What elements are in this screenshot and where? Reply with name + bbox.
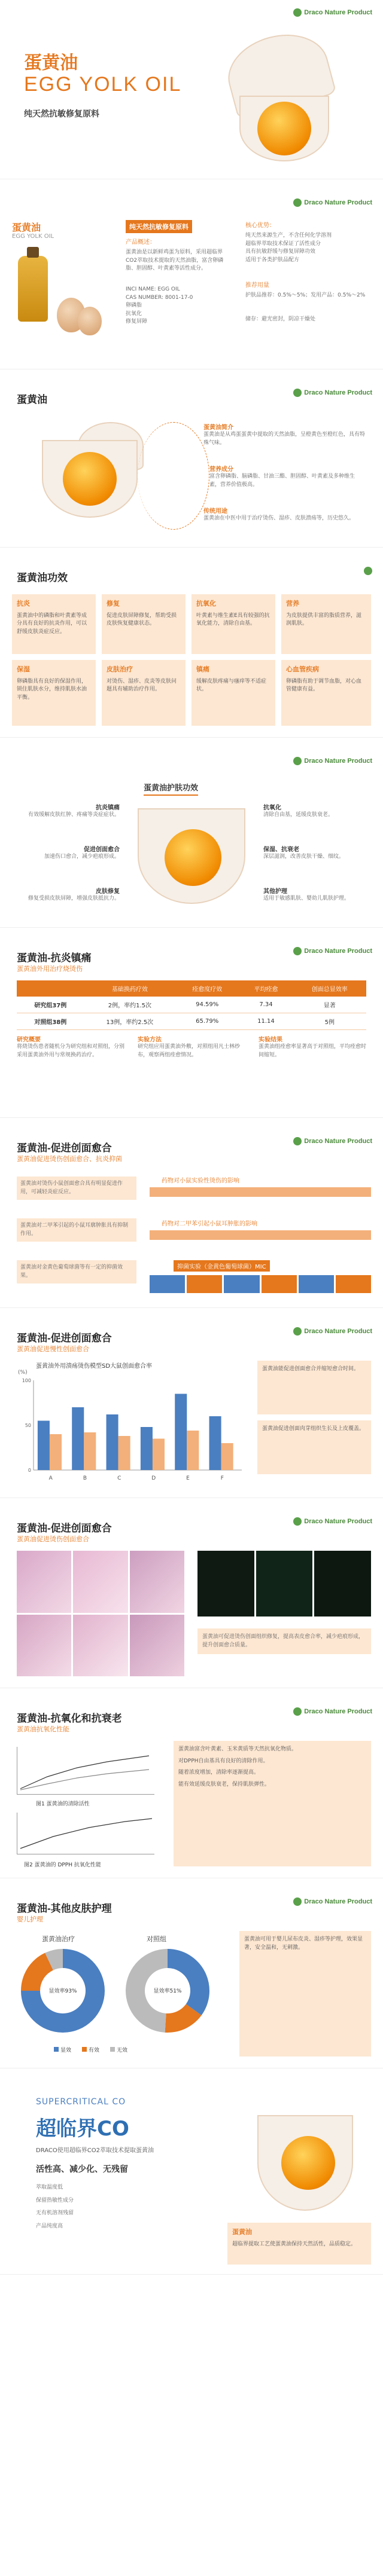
- figure-2-caption: 图2 蛋黄油的 DPPH 抗氧化性能: [24, 1862, 101, 1868]
- effect-card: 皮肤治疗 对烫伤、湿疹、皮炎等皮肤问题具有辅助治疗作用。: [102, 660, 186, 726]
- effect-card: 抗炎 蛋黄油中的磷脂和叶黄素等成分具有良好的抗炎作用，可以舒缓皮肤炎症反应。: [12, 594, 96, 654]
- brand-logo: Draco Nature Product: [293, 757, 372, 765]
- bar-蛋黄油: [175, 1394, 187, 1471]
- leaf-icon: [293, 1897, 302, 1906]
- bar-蛋黄油: [209, 1416, 221, 1470]
- slide-title: 蛋黄油功效: [17, 572, 68, 583]
- effect-card: 修复 促进皮肤屏障修复，帮助受损皮肤恢复健康状态。: [102, 594, 186, 654]
- supercritical-slide: [0, 2079, 383, 2275]
- intro-item-3: [203, 506, 365, 523]
- table-header: 痊愈度疗效: [175, 980, 239, 997]
- x-tick-label: B: [83, 1475, 87, 1481]
- bar-对照: [84, 1432, 96, 1470]
- cover-title-en: EGG YOLK OIL: [24, 73, 182, 96]
- slide-title: 蛋黄油-其他皮肤护理: [17, 1903, 112, 1914]
- bullet: 适用于各类护肤品配方: [245, 256, 300, 263]
- table-header: 基础换药疗效: [84, 980, 175, 997]
- chart-2-title: 药物对二甲苯引起小鼠耳肿胀的影响: [162, 1221, 257, 1227]
- slide-subtitle: 蛋黄油外用治疗烧烫伤: [17, 965, 83, 973]
- overview-left-sub: EGG YOLK OIL: [12, 233, 54, 240]
- overview-right-bullets: [245, 232, 371, 264]
- results-table: [17, 980, 366, 1030]
- histology-text: 蛋黄油可促进烫伤创面组织修复，提高表皮愈合率，减少疤痕形成，提升创面愈合质量。: [197, 1628, 371, 1654]
- brand-logo: [364, 567, 372, 575]
- brand-logo: Draco Nature Product: [293, 8, 372, 17]
- slide-subtitle: 蛋黄油促进慢性创面愈合: [17, 1345, 89, 1353]
- antioxidant-slide: [0, 1699, 383, 1878]
- bullet: 修复屏障: [126, 319, 148, 325]
- antioxidant-bullets: 蛋黄油富含叶黄素、玉米黄质等天然抗氧化物质。 对DPPH自由基具有良好的清除作用。 随着浓度增加，清除率逐渐提高。 能有效延缓皮肤衰老，保持肌肤弹性。: [174, 1741, 371, 1866]
- table-row: 对照组38例 13例，率约2.5次 65.79% 11.14 5例: [17, 1013, 366, 1030]
- pie-b-label: 对照组: [147, 1935, 166, 1943]
- histology-slide: [0, 1509, 383, 1688]
- x-tick-label: D: [151, 1475, 156, 1481]
- effect-card: 镇痛 缓解皮肤疼痛与瘙痒等不适症状。: [192, 660, 275, 726]
- leaf-icon: [293, 1707, 302, 1716]
- overview-slide: [0, 190, 383, 369]
- leaf-icon: [293, 947, 302, 955]
- leaf-icon: [293, 1517, 302, 1526]
- egg-yolk: [165, 829, 221, 886]
- wound-healing-bar-chart: [17, 1376, 244, 1483]
- cover-slide: [0, 0, 383, 179]
- histology-image-grid: [17, 1551, 184, 1676]
- note-2: 实验方法 研究组应用蛋黄油外敷，对照组用凡士林纱布，观察两组痊愈情况。: [138, 1037, 241, 1058]
- overview-right-text-2: 储存：避光密封，阴凉干燥处: [245, 316, 316, 322]
- slide-subtitle: 婴儿护理: [17, 1915, 43, 1923]
- bar-对照: [153, 1439, 165, 1471]
- intro-item-heading: 营养成分: [209, 466, 233, 473]
- sc-big: 超临界CO: [36, 2117, 129, 2141]
- right-item-2: 保湿、抗衰老 深层滋润，改善皮肤干燥、细纹。: [263, 847, 345, 860]
- chart-title: 蛋黄油外用溃疡烫伤模型SD大鼠创面愈合率: [36, 1363, 153, 1370]
- slide-subtitle: 蛋黄油促进烫伤创面愈合、抗炎抑菌: [17, 1155, 122, 1163]
- intro-item-1: [203, 422, 365, 447]
- chart-1-title: 药物对小鼠实验性烫伤的影响: [162, 1178, 239, 1184]
- oil-bottle: [18, 256, 48, 322]
- slide-title: 蛋黄油-促进创面愈合: [17, 1333, 112, 1344]
- effect-card: 心血管疾病 卵磷脂有助于调节血脂，对心血管健康有益。: [281, 660, 371, 726]
- intro-slide: [0, 380, 383, 548]
- overview-mid-heading: 产品概述：: [126, 239, 156, 246]
- bullet: CAS NUMBER: 8001-17-0: [126, 294, 193, 301]
- right-item-1: 抗氧化 清除自由基，延缓皮肤衰老。: [263, 805, 334, 818]
- brand-logo: Draco Nature Product: [293, 1137, 372, 1145]
- figure-1-caption: 图1 蛋黄油的清除活性: [36, 1801, 90, 1807]
- slide-title: 蛋黄油护肤功效: [144, 781, 198, 796]
- sc-bold: 活性高、减少化、无残留: [36, 2165, 128, 2174]
- bullet: 纯天然来源生产，不含任何化学溶剂: [245, 233, 332, 239]
- brand-logo: Draco Nature Product: [293, 198, 372, 207]
- leaf-icon: [293, 757, 302, 765]
- slide-title: 蛋黄油-抗氧化和抗衰老: [17, 1713, 122, 1724]
- table-header: [17, 980, 84, 997]
- chart-unit: (%): [18, 1370, 28, 1376]
- overview-mid-bullets: [126, 286, 227, 326]
- table-row: 研究组37例 2例，率约1.5次 94.59% 7.34 显著: [17, 997, 366, 1013]
- y-tick-label: 100: [22, 1378, 31, 1383]
- slide-subtitle: 蛋黄油抗氧化性能: [17, 1725, 69, 1733]
- chart-3-title: 抑菌实验（金黄色葡萄球菌）MIC: [174, 1260, 270, 1272]
- sc-head: SUPERCRITICAL CO: [36, 2097, 126, 2107]
- table-header: 平均痊愈: [239, 980, 293, 997]
- bar-蛋黄油: [72, 1407, 84, 1470]
- intro-item-text: 蛋黄油在中医中用于治疗烫伤、湿疹、皮肤溃疡等，历史悠久。: [203, 515, 355, 521]
- legend-item: 显效: [54, 2046, 71, 2054]
- effect-card: 抗氧化 叶黄素与维生素E具有较强的抗氧化能力，清除自由基。: [192, 594, 275, 654]
- egg-yolk: [63, 452, 117, 506]
- pie-slice-显效: [168, 1949, 209, 2015]
- line-plot-1: [17, 1747, 154, 1795]
- effect-card: 营养 为皮肤提供丰富的脂质营养，滋润肌肤。: [281, 594, 371, 654]
- bullet: 具有抗敏舒缓与修复屏障功效: [245, 249, 316, 255]
- sc-lines: 萃取温度低 保留热敏性成分 无有机溶剂残留 产品纯度高: [36, 2184, 74, 2229]
- overview-right-heading-2: 推荐用量: [245, 282, 269, 289]
- slide-title: 蛋黄油-抗炎镇痛: [17, 952, 92, 964]
- overview-right-text: 护肤品推荐：0.5%～5%；发用产品：0.5%～2%: [245, 292, 366, 298]
- left-item-3: 皮肤修复 修复受损皮肤屏障，增强皮肤抵抗力。: [28, 888, 120, 902]
- bar-对照: [187, 1431, 199, 1470]
- wound-text-1: 蛋黄油对烫伤小鼠创面愈合具有明显促进作用，可减轻炎症反应。: [17, 1177, 136, 1200]
- note-1: 研究概要 将烧烫伤患者随机分为研究组和对照组，分别采用蛋黄油外用与常规换药治疗。: [17, 1037, 125, 1058]
- cover-tagline: 纯天然抗敏修复原料: [24, 109, 99, 119]
- pie-a-label: 蛋黄油治疗: [42, 1935, 75, 1943]
- baby-care-slide: [0, 1889, 383, 2068]
- pie-b-center: 显效率51%: [153, 1988, 182, 1994]
- pie-a-center: 显效率93%: [48, 1988, 77, 1994]
- slide-title: 蛋黄油-促进创面愈合: [17, 1142, 112, 1154]
- brand-logo: Draco Nature Product: [293, 1517, 372, 1526]
- overview-mid-title: 纯天然抗敏修复原料: [126, 220, 192, 233]
- right-text-card-1: 蛋黄油能促进创面愈合并缩短愈合时间。: [257, 1361, 371, 1414]
- chart-1-bar: [150, 1187, 371, 1197]
- overview-mid-text: 蛋黄油是以新鲜鸡蛋为原料，采用超临界CO2萃取技术提取的天然油脂，富含卵磷脂、胆固醇、叶黄素等活性成分。: [126, 249, 224, 271]
- brand-logo: Draco Nature Product: [293, 389, 372, 397]
- chart-3-bars: [150, 1275, 371, 1293]
- intro-item-text: 蛋黄油是从鸡蛋蛋黄中提取的天然油脂，呈橙黄色至橙红色，具有特殊气味。: [203, 432, 366, 446]
- leaf-icon: [293, 389, 302, 397]
- leaf-icon: [293, 198, 302, 207]
- bullet: 抗氧化: [126, 310, 142, 317]
- intro-item-2: [209, 464, 365, 489]
- brand-logo: Draco Nature Product: [293, 947, 372, 955]
- intro-item-heading: 传统用途: [203, 508, 227, 515]
- baby-care-text: 蛋黄油可用于婴儿尿布皮炎、湿疹等护理，效果显著，安全温和，无刺激。: [239, 1931, 371, 2056]
- bar-对照: [50, 1434, 62, 1470]
- egg-whole-2: [78, 307, 102, 335]
- left-item-2: 促进创面愈合 加速伤口愈合，减少疤痕形成。: [44, 847, 120, 860]
- line-plot-2-svg: [17, 1813, 155, 1854]
- right-text-card-2: 蛋黄油促进创面肉芽组织生长及上皮覆盖。: [257, 1420, 371, 1474]
- effect-card: 保湿 卵磷脂具有良好的保湿作用，锁住肌肤水分，维持肌肤水油平衡。: [12, 660, 96, 726]
- legend-item: 有效: [82, 2046, 99, 2054]
- line-plot-2: [17, 1813, 154, 1854]
- bar-对照: [118, 1436, 130, 1470]
- bar-蛋黄油: [38, 1421, 50, 1471]
- bullet: 超临界萃取技术保证了活性成分: [245, 240, 321, 247]
- slide-title: 蛋黄油: [17, 394, 47, 405]
- brand-logo: Draco Nature Product: [293, 1707, 372, 1716]
- sc-caption-card: 蛋黄油 超临界提取工艺使蛋黄油保持天然活性，品质稳定。: [227, 2223, 371, 2265]
- bullet: 卵磷脂: [126, 302, 142, 308]
- x-tick-label: F: [220, 1475, 224, 1481]
- brand-logo: Draco Nature Product: [293, 1897, 372, 1906]
- bar-对照: [221, 1443, 233, 1470]
- connector-arc: [138, 422, 209, 530]
- chart-2-bar: [150, 1230, 371, 1240]
- leaf-icon: [293, 8, 302, 17]
- chronic-wound-slide: [0, 1319, 383, 1498]
- slide-title: 蛋黄油-促进创面愈合: [17, 1523, 112, 1534]
- pie-legend: [54, 2046, 127, 2054]
- egg-yolk: [281, 2136, 335, 2190]
- bottle-cap: [27, 247, 39, 258]
- overview-right-heading: 核心优势：: [245, 222, 275, 229]
- cover-title-cn: 蛋黄油: [24, 53, 78, 74]
- sc-desc: DRACO使用超临界CO2萃取技术提取蛋黄油: [36, 2147, 154, 2154]
- wound-text-3: 蛋黄油对金黄色葡萄球菌等有一定的抑菌效果。: [17, 1260, 136, 1284]
- leaf-icon: [293, 1137, 302, 1145]
- note-3: 实验结果 蛋黄油组痊愈率显著高于对照组，平均痊愈时间缩短。: [259, 1037, 367, 1058]
- overview-left-title: 蛋黄油: [12, 222, 41, 233]
- x-tick-label: E: [186, 1475, 190, 1481]
- anti-inflammatory-slide: [0, 939, 383, 1118]
- x-tick-label: C: [117, 1475, 121, 1481]
- left-item-1: 抗炎镇痛 有效缓解皮肤红肿、疼痛等炎症症状。: [28, 805, 120, 818]
- x-tick-label: A: [48, 1475, 53, 1481]
- fluorescence-grid: [197, 1551, 371, 1617]
- egg-yolk: [257, 102, 311, 155]
- line-plot-1-svg: [17, 1747, 155, 1795]
- bar-蛋黄油: [107, 1414, 118, 1470]
- right-item-3: 其他护理 适用于敏感肌肤、婴幼儿肌肤护理。: [263, 888, 350, 902]
- table-header: 创面总显效率: [293, 980, 366, 997]
- y-tick-label: 50: [25, 1423, 31, 1428]
- leaf-icon: [293, 1327, 302, 1336]
- skincare-slide: [0, 748, 383, 928]
- slide-subtitle: 蛋黄油促进烫伤创面愈合: [17, 1535, 89, 1543]
- wound-text-2: 蛋黄油对二甲苯引起的小鼠耳廓肿胀具有抑制作用。: [17, 1218, 136, 1242]
- effects-slide: [0, 558, 383, 738]
- leaf-icon: [364, 567, 372, 575]
- y-tick-label: 0: [28, 1468, 31, 1473]
- bullet: INCI NAME: EGG OIL: [126, 286, 180, 292]
- brand-logo: Draco Nature Product: [293, 1327, 372, 1336]
- legend-item: 无效: [110, 2046, 127, 2054]
- bar-蛋黄油: [141, 1427, 153, 1470]
- intro-item-heading: 蛋黄油简介: [203, 424, 233, 431]
- wound-healing-slide: [0, 1129, 383, 1308]
- intro-item-text: 富含卵磷脂、脑磷脂、甘油三酯、胆固醇、叶黄素及多种维生素，营养价值极高。: [209, 473, 355, 488]
